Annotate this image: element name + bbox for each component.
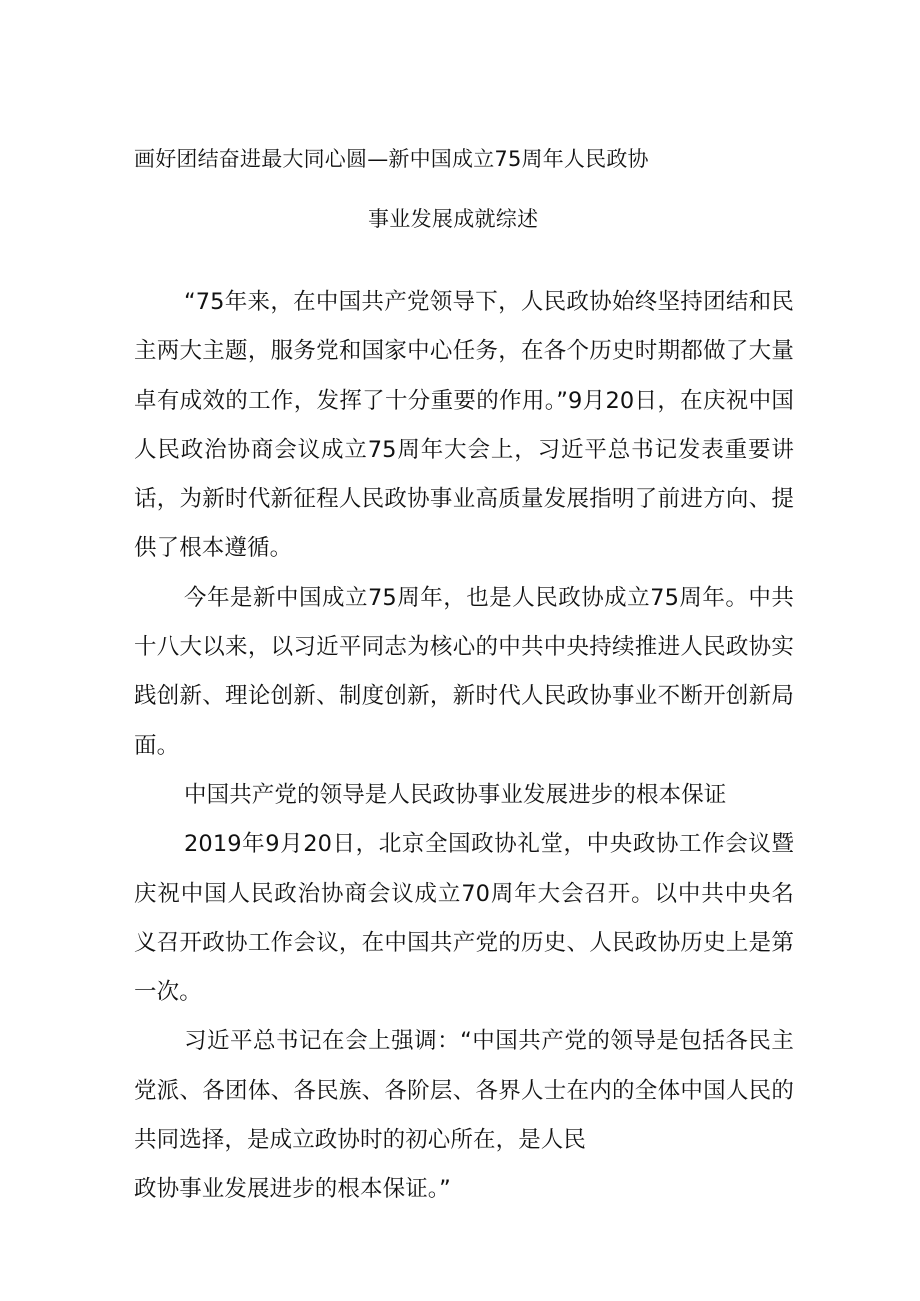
- section-heading: 中国共产党的领导是人民政协事业发展进步的根本保证: [184, 781, 727, 808]
- paragraph-1: “75年来，在中国共产党领导下，人民政协始终坚持团结和民主两大主题，服务党和国家中心任务，在各个历史时期都做了大量卓有成效的工作，发挥了十分重要的作用。”9月20日，在庆祝中国人民政治协商会议成立75周年大会上，习近平总书记发表重要讲话，为新时代新征程人民政协事业高质量发展指明了前进方向、提供了根本遵循。: [134, 289, 794, 562]
- paragraph-4-part-1: 习近平总书记在会上强调：“中国共产党的领导是包括各民主党派、各团体、各民族、各阶层、各界人士在内的全体中国人民的共同选择，是成立政协时的初心所在，是人民: [134, 1028, 794, 1154]
- document-title-line-1: 画好团结奋进最大同心圆—新中国成立75周年人民政协: [134, 147, 649, 171]
- paragraph-4: [134, 1017, 794, 1214]
- paragraph-4-part-2: 政协事业发展进步的根本保证。”: [134, 1176, 451, 1203]
- document-title-line-2: 事业发展成就综述: [368, 207, 539, 231]
- paragraph-2: 今年是新中国成立75周年，也是人民政协成立75周年。中共十八大以来，以习近平同志为核心的中共中央持续推进人民政协实践创新、理论创新、制度创新，新时代人民政协事业不断开创新局面。: [134, 584, 794, 759]
- paragraph-3: 2019年9月20日，北京全国政协礼堂，中央政协工作会议暨庆祝中国人民政治协商会议成立70周年大会召开。以中共中央名义召开政协工作会议，在中国共产党的历史、人民政协历史上是第一次。: [134, 831, 794, 1006]
- document-body: [134, 278, 794, 1215]
